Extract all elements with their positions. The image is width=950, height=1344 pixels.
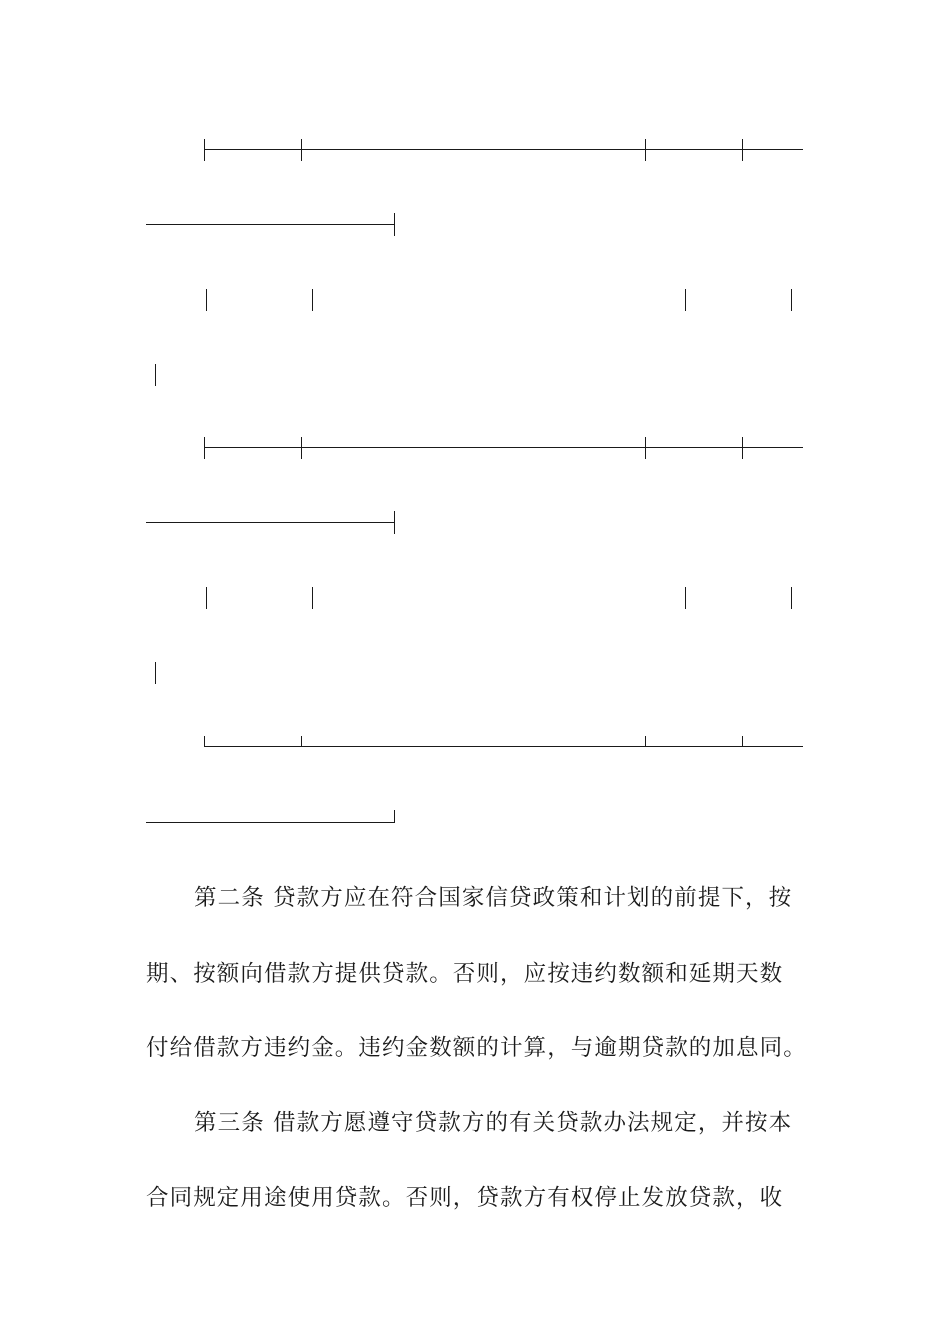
table-junction: [645, 139, 646, 161]
table-junction: [301, 736, 302, 747]
cell-separator: [312, 289, 313, 311]
table-bottom-border: [205, 746, 803, 747]
cell-separator: [206, 587, 207, 609]
table-middle-border: [205, 447, 803, 448]
table-junction: [742, 437, 743, 459]
cell-separator: [791, 587, 792, 609]
table-junction: [301, 139, 302, 161]
table-junction: [204, 139, 205, 161]
text-line: 期、按额向借款方提供贷款。否则，应按违约数额和延期天数: [146, 961, 784, 987]
cell-separator: [791, 289, 792, 311]
table-junction: [394, 213, 395, 236]
cell-separator: [685, 587, 686, 609]
table-junction: [204, 736, 205, 747]
cell-separator: [312, 587, 313, 609]
text-line: 合同规定用途使用贷款。否则，贷款方有权停止发放贷款，收: [146, 1185, 784, 1211]
table-junction: [204, 437, 205, 459]
table-top-border: [205, 149, 803, 150]
text-line: 付给借款方违约金。违约金数额的计算，与逾期贷款的加息同。: [146, 1035, 807, 1061]
table-junction: [742, 139, 743, 161]
table-junction: [394, 511, 395, 534]
cell-separator: [155, 662, 156, 684]
table-junction: [645, 437, 646, 459]
cell-separator: [685, 289, 686, 311]
table-middle-border-wrap: [146, 522, 395, 523]
table-bottom-border-wrap: [146, 822, 395, 823]
table-junction: [394, 810, 395, 823]
table-junction: [301, 437, 302, 459]
table-junction: [645, 736, 646, 747]
text-line: 第三条 借款方愿遵守贷款方的有关贷款办法规定，并按本: [194, 1110, 793, 1136]
text-line: 第二条 贷款方应在符合国家信贷政策和计划的前提下，按: [194, 885, 793, 911]
table-junction: [742, 736, 743, 747]
cell-separator: [206, 289, 207, 311]
table-top-border-wrap: [146, 224, 395, 225]
cell-separator: [155, 364, 156, 386]
